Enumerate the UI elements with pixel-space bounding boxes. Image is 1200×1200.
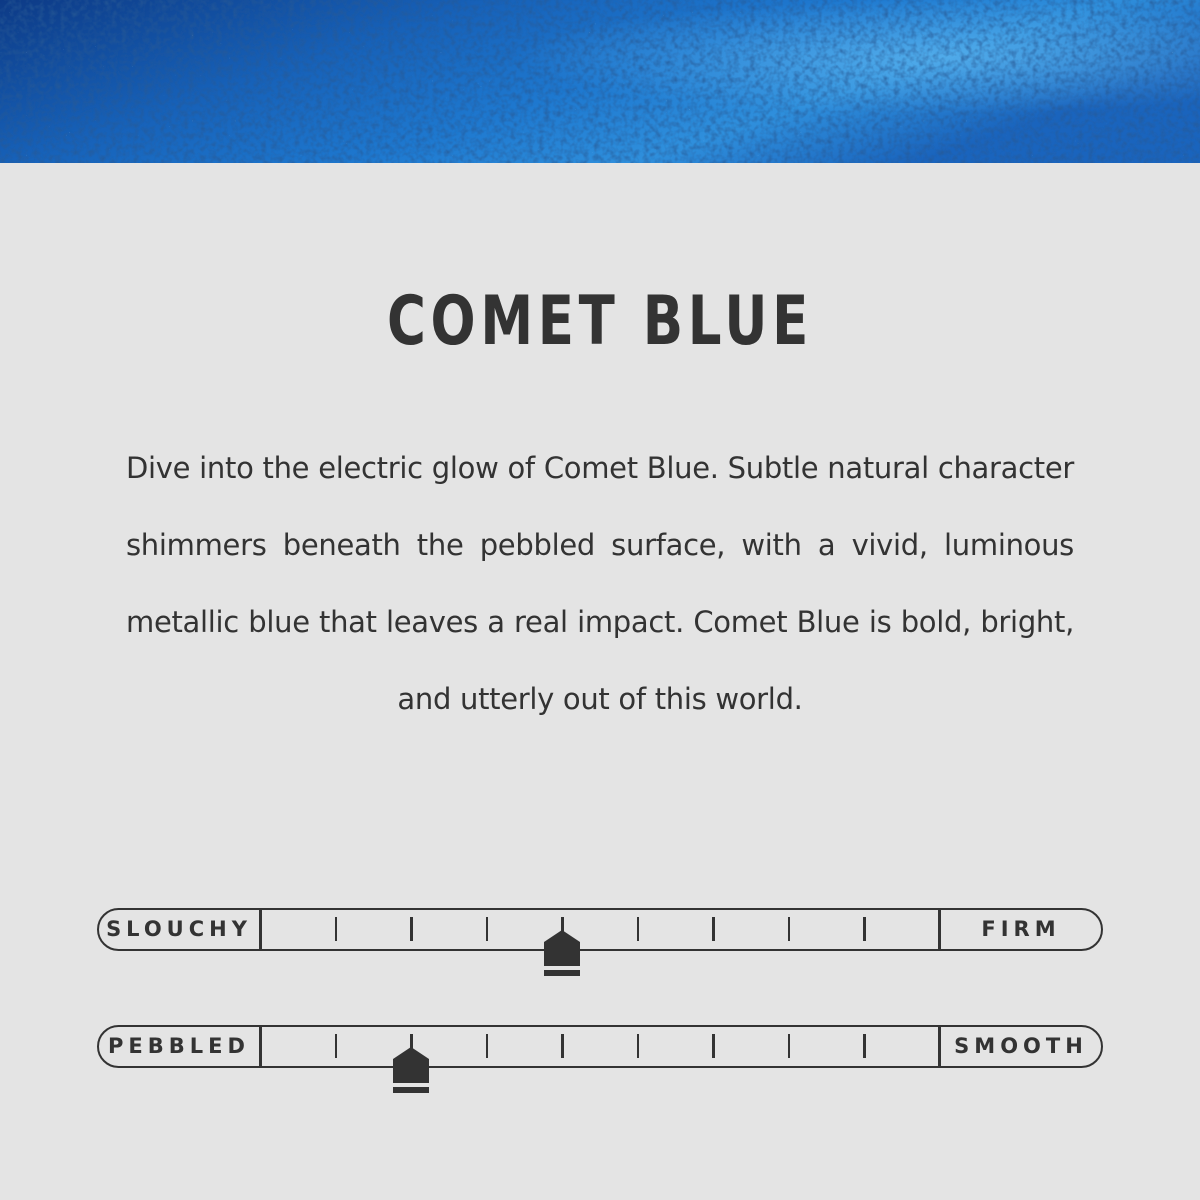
- scale-tick: [712, 1034, 715, 1058]
- scale-right-label: FIRM: [981, 917, 1061, 941]
- scale-tick: [410, 917, 413, 941]
- scale-divider-left: [259, 1025, 262, 1068]
- firmness-scale: [97, 908, 1103, 951]
- scale-tick: [335, 1034, 338, 1058]
- page-title: COMET BLUE: [386, 282, 814, 361]
- scale-tick: [788, 917, 791, 941]
- product-description: Dive into the electric glow of Comet Blue. Subtle natural character shimmers beneath the pebbled surface, with a vivid, luminous metallic blue that leaves a real impact. Comet Blue is bold, bright, and utterly out of this world.: [126, 451, 1074, 716]
- texture-scale: [97, 1025, 1103, 1068]
- scale-tick: [788, 1034, 791, 1058]
- scale-right-label: SMOOTH: [954, 1034, 1088, 1058]
- scale-left-label: SLOUCHY: [106, 917, 252, 941]
- scale-tick: [335, 917, 338, 941]
- scale-tick: [863, 917, 866, 941]
- scale-left-label: PEBBLED: [108, 1034, 250, 1058]
- leather-swatch-image: [0, 0, 1200, 163]
- scale-tick: [637, 1034, 640, 1058]
- scale-divider-left: [259, 908, 262, 951]
- scale-tick: [712, 917, 715, 941]
- scale-divider-right: [938, 908, 941, 951]
- pentagon-marker-icon: [391, 1047, 431, 1097]
- scale-tick: [561, 1034, 564, 1058]
- pentagon-marker-icon: [542, 930, 582, 980]
- scale-tick: [486, 917, 489, 941]
- scale-tick: [863, 1034, 866, 1058]
- scale-tick: [637, 917, 640, 941]
- scale-divider-right: [938, 1025, 941, 1068]
- scale-tick: [486, 1034, 489, 1058]
